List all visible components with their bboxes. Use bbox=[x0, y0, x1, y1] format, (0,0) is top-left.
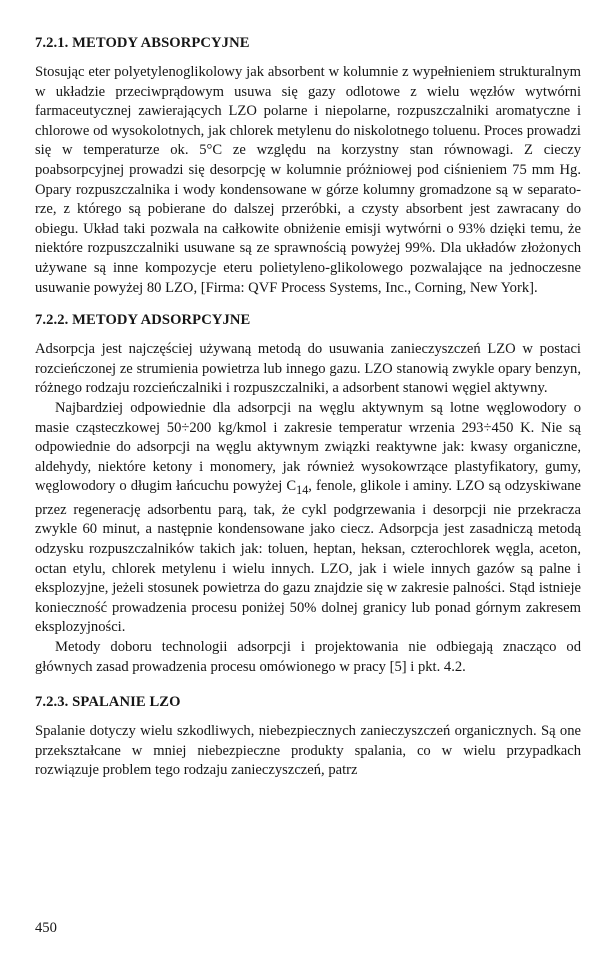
paragraph-adsorption-methods: Metody doboru technologii adsorpcji i projektowania nie odbiegają znacząco od głównych zasad prowadzenia procesu omówionego w pracy [5] i pkt. 4.2. bbox=[35, 638, 581, 675]
paragraph-combustion: Spalanie dotyczy wielu szkodliwych, niebezpiecznych zanieczyszczeń organicznych. Są one przekształcane w mniej niebezpieczne produkty spalania, co w wielu przypadkach rozwiązuje problem tego rodzaju zanieczyszczeń, patrz bbox=[35, 723, 581, 779]
page-number: 450 bbox=[35, 920, 57, 936]
section-heading-adsorption: 7.2.2. METODY ADSORPCYJNE bbox=[35, 312, 251, 329]
paragraph-adsorption-details bbox=[35, 399, 581, 638]
paragraph-absorption: Stosując eter polyetylenoglikolowy jak absorbent w kolumnie z wypełnieniem strukturalnym w układzie przeciwprądowym usuwa się gazy odlotowe z wielu węzłów wytwórni farmaceutycznej zawierających LZO polarne i niepolarne, rozpuszczalniki aromatyczne i chlorowe od wysokolotnych, jak chlorek metylenu do niskolotnego toluenu. Proces prowadzi się w temperaturze ok. 5°C ze względu na korzystny stan równowagi. Z cieczy poabsorpcyjnej prowadzi się desorpcję w kolumnie próżniowej pod ciśnieniem 75 mm Hg. Opary rozpuszczalnika i wody kondensowane w górze kolumny gromadzone są w separatorze, z którego są pobierane do dalszej przeróbki, a czysty absorbent jest zawracany do obiegu. Układ taki pozwala na całkowite obniżenie emisji wytwórni o 93% dzięki temu, że niektóre rozpuszczalniki usuwane są ze sprawnością powyżej 99%. Dla układów złożonych używane są inne kompozycje eteru polietyleno-glikolowego pozwalające na jednoczesne usuwanie powyżej 80 LZO, [Firma: QVF Process Systems, Inc., Corning, New York]. bbox=[35, 64, 581, 296]
section-heading-combustion: 7.2.3. SPALANIE LZO bbox=[35, 694, 181, 711]
paragraph-text-after-subscript: , fenole, glikole i aminy. LZO są odzyskiwane przez regenerację adsorbentu parą, tak, że cykl podgrzewania i desorpcji nie przekracza zwykle 60 minut, a następnie kondensowane jako ciecz. Adsorpcja jest zasadniczą metodą odzysku rozpuszczalników takich jak: toluen, heptan, heksan, czterochlorek węgla, aceton, octan etylu, chlorek metylenu i wielu innych. LZO, jak i wiele innych gazów są palne i eksplozyjne, jeżeli stosunek powietrza do gazu znajdzie się w zakresie palności. Stąd istnieje konieczność prowadzenia procesu poniżej 50% dolnej granicy lub ponad górnym zakresem eksplozyjności. bbox=[35, 478, 581, 636]
carbon-subscript: 14 bbox=[296, 483, 309, 498]
section-heading-absorption: 7.2.1. METODY ABSORPCYJNE bbox=[35, 35, 250, 51]
page-body bbox=[35, 34, 581, 781]
paragraph-text-before-subscript: Najbardziej odpowiednie dla adsorpcji na węglu aktywnym są lotne węglowodory o masie cząsteczkowej 50÷200 kg/kmol i zakresie temperatur wrzenia 293÷450 K. Nie są odpowiednie do adsorpcji na węglu aktywnym związki reaktywne jak: kwasy organiczne, aldehydy, niektóre ketony i monomery, jak również wysokowrzące plastyfikatory, gumy, węglowodory o długim łańcuchu powyżej C bbox=[35, 399, 581, 495]
paragraph-adsorption-intro: Adsorpcja jest najczęściej używaną metodą do usuwania zanieczyszczeń LZO w postaci rozcieńczonej ze strumienia powietrza lub innego gazu. LZO stanowią zwykle opary benzyn, różnego rodzaju rozcieńczalniki i rozpuszczalniki, a adsorbent stanowi węgiel aktywny. bbox=[35, 341, 581, 397]
